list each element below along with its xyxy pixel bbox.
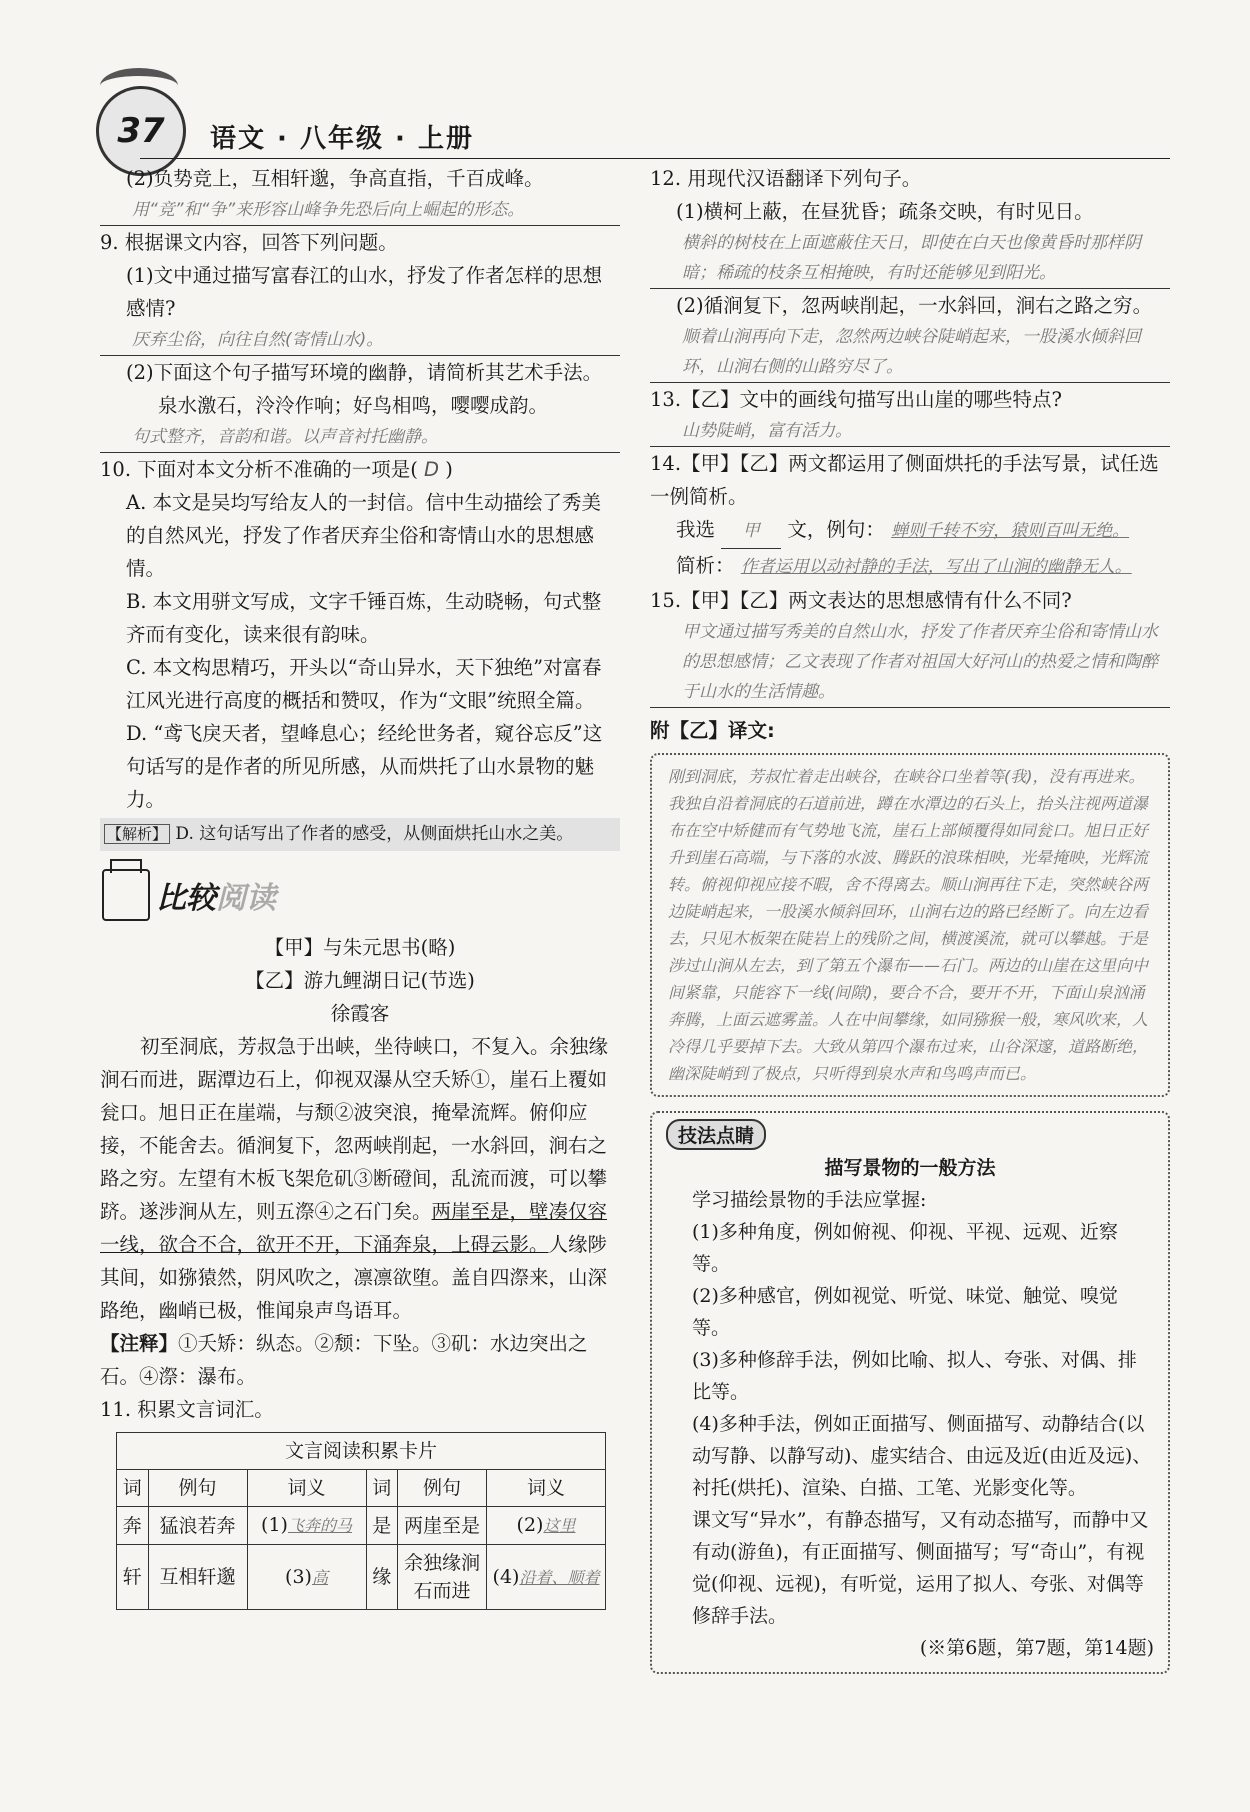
banner-title: [156, 873, 276, 917]
book-title: 语文 · 八年级 · 上册: [210, 124, 474, 154]
table-cell: 轩: [117, 1545, 149, 1610]
question-10: [100, 453, 620, 486]
analysis-text: D. 这句话写出了作者的感受，从侧面烘托山水之美。: [175, 824, 574, 844]
question-9-1: (1)文中通过描写富春江的山水，抒发了作者怎样的思想感情?: [126, 264, 603, 320]
tips-title: 描写景物的一般方法: [824, 1157, 996, 1179]
question-9-2: (2)下面这个句子描写环境的幽静，请简析其艺术手法。: [126, 361, 603, 384]
table-row: [117, 1545, 606, 1610]
question-12-2: (2)循涧复下，忽两峡削起，一水斜回，涧右之路之穷。: [676, 294, 1153, 317]
tips-item: (3)多种修辞手法，例如比喻、拟人、夸张、对偶、排比等。: [692, 1349, 1137, 1403]
choice-prefix: 我选: [676, 518, 716, 541]
table-header: 词义: [247, 1470, 366, 1507]
answer-12-1: 横斜的树枝在上面遮蔽住天日，即使在白天也像黄昏时那样阴暗；稀疏的枝条互相掩映，有时还能够见到阳光。: [650, 228, 1170, 289]
question-14-choice: [650, 513, 1170, 549]
answer-8-2: 用“竞”和“争”来形容山峰争先恐后向上崛起的形态。: [100, 195, 620, 226]
analysis-box: [100, 818, 620, 851]
option-a: A. 本文是吴均写给友人的一封信。信中生动描绘了秀美的自然风光，抒发了作者厌弃尘俗和寄情山水的思想感情。: [126, 491, 601, 580]
jia-title: 【甲】与朱元思书(略): [264, 936, 456, 959]
question-10-choice: D: [424, 458, 440, 481]
translation-title: 附【乙】译文:: [650, 719, 775, 742]
yi-passage: [100, 1030, 620, 1327]
translation-box: 刚到洞底，芳叔忙着走出峡谷，在峡谷口坐着等(我)，没有再进来。我独自沿着洞底的石道前进，蹲在水潭边的石头上，抬头注视两道瀑布在空中矫健而有气势地飞流，崖石上部倾覆得如同瓮口。旭日正好升到崖石高端，与下落的水波、腾跃的浪珠相映，光晕掩映，光辉流转。俯视仰视应接不暇，舍不得离去。顺山涧再往下走，突然峡谷两边陡峭起来，一股溪水倾斜回环，山涧右边的路已经断了。向左边看去，只见木板架在陡岩上的残阶之间，横渡溪流，就可以攀越。于是涉过山涧从左去，到了第五个瀑布——石门。两边的山崖在这里向中间紧靠，只能容下一线(间隙)，要合不合，要开不开，下面山泉汹涌奔腾，上面云遮雾盖。人在中间攀缘，如同猕猴一般，寒风吹来，人冷得几乎要掉下去。大致从第四个瀑布过来，山谷深邃，道路断绝，幽深陡峭到了极点，只听得到泉水声和鸟鸣声而已。: [650, 753, 1170, 1097]
table-cell: 是: [366, 1507, 398, 1545]
table-header-row: [117, 1470, 606, 1507]
analysis-answer: 作者运用以动衬静的手法，写出了山涧的幽静无人。: [740, 557, 1132, 577]
question-11: 11. 积累文言词汇。: [100, 1398, 274, 1421]
table-cell: 猛浪若奔: [148, 1507, 247, 1545]
table-caption: 文言阅读积累卡片: [117, 1433, 606, 1470]
vocab-card-table: [116, 1432, 606, 1610]
cell-answer: 这里: [543, 1516, 576, 1535]
table-cell: 互相轩邈: [148, 1545, 247, 1610]
tips-badge: 技法点睛: [666, 1119, 766, 1150]
table-cell: [247, 1507, 366, 1545]
cell-num: (3): [285, 1565, 312, 1588]
table-cell: 余独缘涧石而进: [398, 1545, 487, 1610]
question-12: 12. 用现代汉语翻译下列句子。: [650, 167, 922, 190]
tips-box: [650, 1111, 1170, 1674]
analysis-tag: 【解析】: [104, 824, 170, 844]
question-13: 13.【乙】文中的画线句描写出山崖的哪些特点?: [650, 388, 1062, 411]
passage-underlined: 两崖至是，壁凑仅容一线，欲合不合，欲开不开，下涌奔泉，上碍云影。: [100, 1200, 608, 1256]
tips-item: 课文写“异水”，有静态描写，又有动态描写，而静中又有动(游鱼)，有正面描写、侧面描写；写“奇山”，有视觉(仰视、远视)，有听觉，运用了拟人、夸张、对偶等修辞手法。: [692, 1509, 1149, 1627]
cell-answer: 高: [311, 1567, 328, 1587]
passage-part-3: 人缘陟其间，如猕猿然，阴风吹之，凛凛欲堕。盖自四漈来，山深路绝，幽峭已极，惟闻泉声鸟语耳。: [100, 1233, 608, 1322]
book-stack-icon: [102, 869, 150, 921]
choice-mid: 文，例句：: [787, 518, 885, 541]
table-header: 例句: [398, 1470, 487, 1507]
cell-num: (4): [492, 1565, 520, 1588]
right-column: [650, 162, 1170, 1674]
yi-author: 徐霞客: [330, 1002, 390, 1025]
left-column: [100, 162, 620, 1610]
passage-part-1: 初至洞底，芳叔急于出峡，坐待峡口，不复入。余独缘涧石而进，踞潭边石上，仰视双瀑从空夭矫①，崖石上覆如瓮口。旭日正在崖端，与颓②波突浪，掩晕流辉。俯仰应接，不能舍去。循涧复下，忽两峡削起，一水斜回，涧右之路之穷。左望有木板飞架危矶③断磴间，乱流而渡，可以攀跻。遂涉涧从左，则五漈④之石门矣。: [100, 1035, 609, 1223]
table-cell: 奔: [117, 1507, 149, 1545]
analysis-label: 简析：: [676, 554, 735, 577]
cell-answer: 沿着、顺着: [519, 1567, 600, 1587]
answer-13: 山势陡峭，富有活力。: [650, 416, 1170, 447]
header-divider: [140, 158, 1170, 159]
question-10-close: ): [445, 458, 453, 481]
banner-title-b: 阅读: [216, 881, 276, 916]
question-8-2: (2)负势竞上，互相轩邈，争高直指，千百成峰。: [126, 167, 544, 190]
answer-9-2: 句式整齐，音韵和谐。以声音衬托幽静。: [100, 422, 620, 453]
question-10-text: 10. 下面对本文分析不准确的一项是(: [100, 458, 418, 481]
question-15: 15.【甲】【乙】两文表达的思想感情有什么不同?: [650, 589, 1072, 612]
table-header: 词义: [487, 1470, 606, 1507]
tips-item: (2)多种感官，例如视觉、听觉、味觉、触觉、嗅觉等。: [692, 1285, 1118, 1339]
page-number: 37: [96, 86, 186, 176]
cell-num: (2): [516, 1514, 544, 1536]
question-12-1: (1)横柯上蔽，在昼犹昏；疏条交映，有时见日。: [676, 200, 1094, 223]
tips-reference: (※第6题，第7题，第14题): [919, 1637, 1154, 1659]
cell-answer: 飞奔的马: [287, 1516, 352, 1535]
answer-15: 甲文通过描写秀美的自然山水，抒发了作者厌弃尘俗和寄情山水的思想感情；乙文表现了作者对祖国大好河山的热爱之情和陶醉于山水的生活情趣。: [650, 617, 1170, 708]
question-9: 9. 根据课文内容，回答下列问题。: [100, 231, 398, 254]
option-c: C. 本文构思精巧，开头以“奇山异水，天下独绝”对富春江风光进行高度的概括和赞叹，作为“文眼”统照全篇。: [126, 656, 602, 712]
table-cell: 两崖至是: [398, 1507, 487, 1545]
notes: [100, 1327, 620, 1393]
answer-9-1: 厌弃尘俗，向往自然(寄情山水)。: [100, 325, 620, 356]
example-answer: 蝉则千转不穷，猿则百叫无绝。: [891, 521, 1130, 541]
choice-answer: 甲: [721, 515, 781, 549]
table-header: 例句: [148, 1470, 247, 1507]
notes-text: ①夭矫：纵态。②颓：下坠。③矶：水边突出之石。④漈：瀑布。: [100, 1332, 588, 1388]
table-header: 词: [366, 1470, 398, 1507]
table-cell: 缘: [366, 1545, 398, 1610]
answer-12-2: 顺着山涧再向下走，忽然两边峡谷陡峭起来，一股溪水倾斜回环，山涧右侧的山路穷尽了。: [650, 322, 1170, 383]
option-d: D. “鸢飞戾天者，望峰息心；经纶世务者，窥谷忘反”这句话写的是作者的所见所感，从而烘托了山水景物的魅力。: [126, 722, 603, 811]
notes-tag: 【注释】: [100, 1332, 179, 1355]
tips-intro: 学习描绘景物的手法应掌握:: [692, 1189, 927, 1211]
question-14: 14.【甲】【乙】两文都运用了侧面烘托的手法写景，试任选一例简析。: [650, 452, 1159, 508]
banner-title-a: 比较: [156, 881, 216, 916]
table-cell: [487, 1507, 606, 1545]
compare-reading-banner: [102, 865, 620, 925]
cell-num: (1): [261, 1514, 288, 1536]
tips-item: (1)多种角度，例如俯视、仰视、平视、远观、近察等。: [692, 1221, 1118, 1275]
option-b: B. 本文用骈文写成，文字千锤百炼，生动晓畅，句式整齐而有变化，读来很有韵味。: [126, 590, 602, 646]
table-cell: [487, 1545, 606, 1610]
tips-item: (4)多种手法，例如正面描写、侧面描写、动静结合(以动写静、以静写动)、虚实结合、由远及近(由近及远)、衬托(烘托)、渲染、白描、工笔、光影变化等。: [692, 1413, 1152, 1499]
table-header: 词: [117, 1470, 149, 1507]
table-row: [117, 1507, 606, 1545]
question-9-2-quote: 泉水激石，泠泠作响；好鸟相鸣，嘤嘤成韵。: [158, 394, 549, 417]
question-14-analysis: [650, 549, 1170, 584]
yi-title: 【乙】游九鲤湖日记(节选): [245, 969, 475, 992]
table-cell: [247, 1545, 366, 1610]
